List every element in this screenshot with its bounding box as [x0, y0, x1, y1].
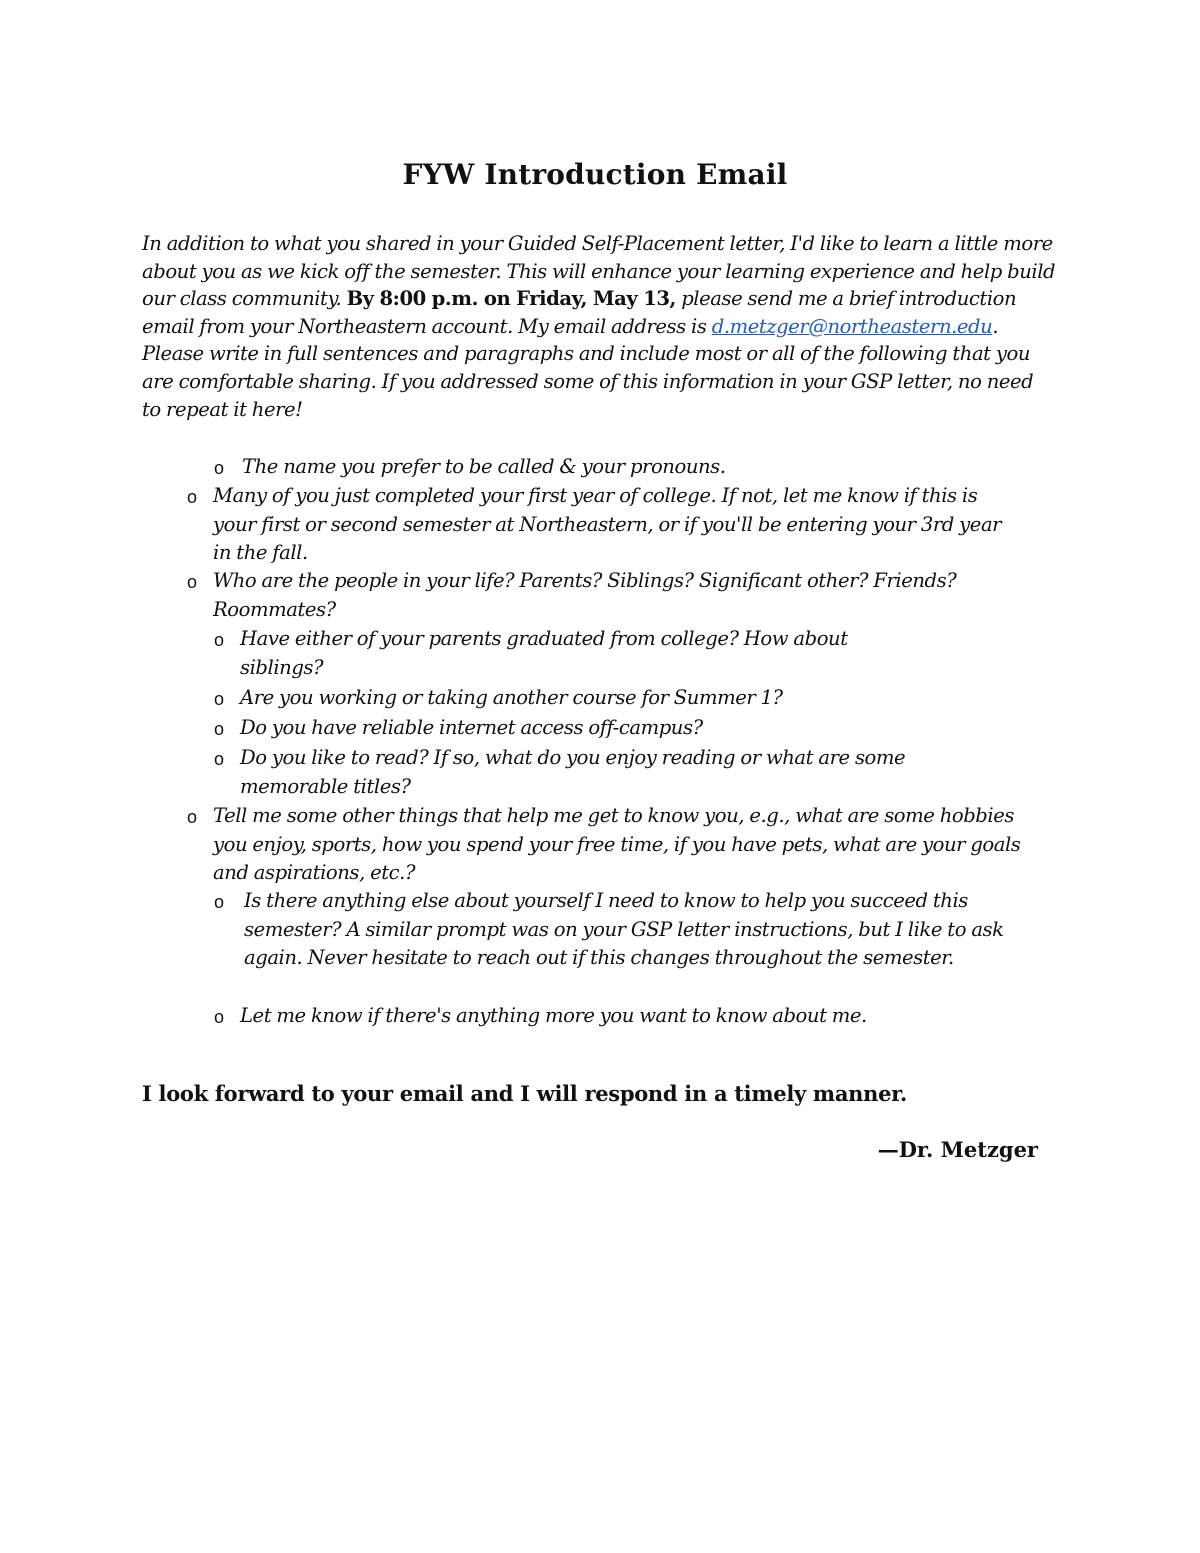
list-item-text: Are you working or taking another course for Summer 1? [240, 686, 783, 709]
bullet-icon: o [187, 572, 197, 592]
bullet-icon: o [214, 458, 224, 478]
bullet-icon: o [187, 807, 197, 827]
list-item-text: Is there anything else about yourself I need to know to help you succeed this semester? A similar prompt was on your GSP letter instructions, but I like to ask again. Never hesitate to reach out if this changes throughout the semester. [244, 889, 1004, 970]
list-item [214, 714, 914, 743]
intro-paragraph [142, 230, 1057, 423]
signature: —Dr. Metzger [877, 1137, 1038, 1162]
list-item [187, 567, 997, 624]
email-link[interactable]: d.metzger@northeastern.edu [711, 314, 993, 338]
bullet-icon: o [214, 892, 224, 912]
bullet-icon: o [214, 689, 224, 709]
list-item-text: Do you like to read? If so, what do you enjoy reading or what are some memorable titles? [240, 746, 906, 798]
list-item-text: Tell me some other things that help me get to know you, e.g., what are some hobbies you enjoy, sports, how you spend your free time, if you have pets, what are your goals and aspirations, etc.? [213, 804, 1021, 885]
list-item-text: Have either of your parents graduated from college? How about siblings? [240, 627, 848, 679]
intro-text-3: . Please write in full sentences and paragraphs and include most or all of the following that you are comfortable sharing. If you addressed some of this information in your GSP letter, no need to repeat it here! [142, 314, 1034, 421]
list-item [214, 887, 1004, 973]
bullet-icon: o [214, 630, 224, 650]
list-item-text: The name you prefer to be called & your pronouns. [242, 455, 726, 478]
closing-line: I look forward to your email and I will respond in a timely manner. [142, 1081, 907, 1106]
list-item-text: Who are the people in your life? Parents? Siblings? Significant other? Friends? Roommates? [213, 569, 957, 621]
list-item [187, 482, 1017, 568]
list-item [214, 744, 944, 801]
bullet-icon: o [187, 487, 197, 507]
list-item-text: Let me know if there's anything more you want to know about me. [240, 1004, 867, 1027]
list-item-text: Do you have reliable internet access off-campus? [240, 716, 703, 739]
list-item [214, 625, 874, 682]
list-item [214, 684, 914, 713]
intro-text-1: In addition to what you shared in your Guided Self-Placement letter, I'd like to learn a little more about you as we kick off the semester. This will enhance your learning experience and help build our class community. [142, 232, 1056, 311]
list-item [187, 802, 1047, 888]
list-item [214, 1002, 1004, 1031]
bullet-icon: o [214, 1007, 224, 1027]
list-item-text: Many of you just completed your first year of college. If not, let me know if this is your first or second semester at Northeastern, or if you'll be entering your 3rd year in the fall. [213, 484, 1002, 565]
intro-text-2: please send me a brief introduction email from your Northeastern account. My email address is [142, 287, 1017, 338]
deadline-text: By 8:00 p.m. on Friday, May 13, [346, 287, 676, 311]
bullet-icon: o [214, 719, 224, 739]
page-title: FYW Introduction Email [402, 158, 788, 191]
bullet-icon: o [214, 749, 224, 769]
list-item [214, 453, 834, 482]
